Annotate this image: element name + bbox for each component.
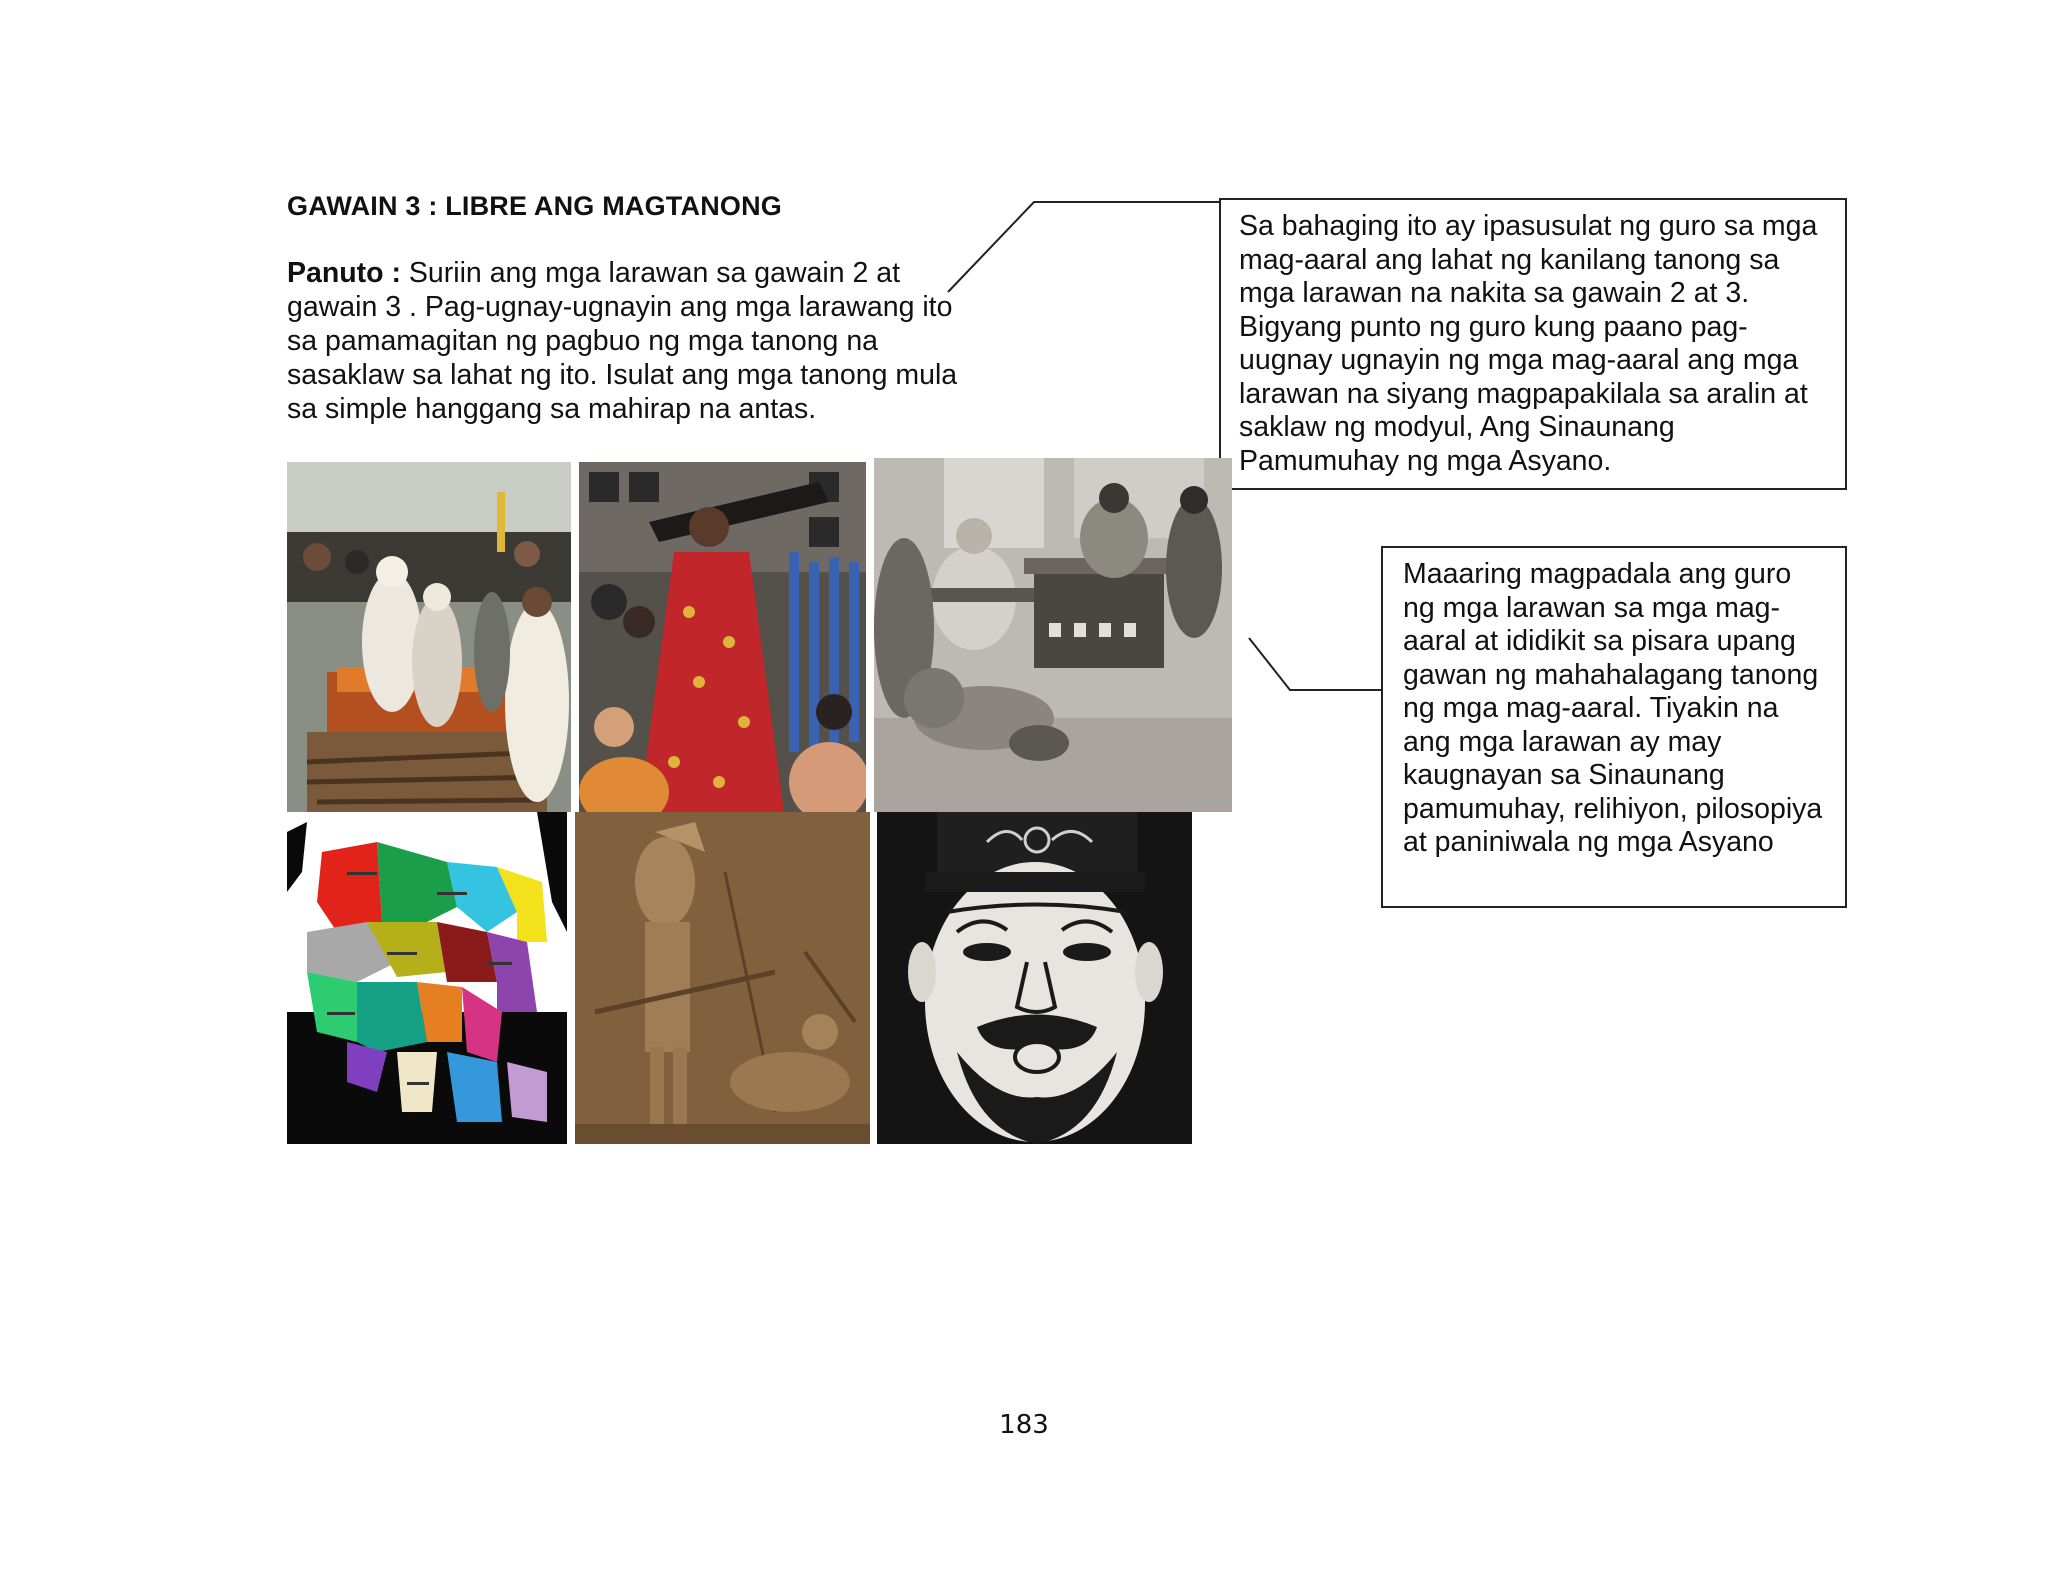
instruction-label: Panuto : (287, 257, 401, 289)
teacher-note-box-secondary (1381, 546, 1847, 908)
kowtow-court-photo (874, 458, 1232, 812)
teacher-note-text-secondary: Maaaring magpadala ang guro ng mga larawan sa mga mag-aaral at ididikit sa pisara upang gawan ng mahahalagang tanong ng mga mag-aaral. Tiyakin na ang mga larawan ay may kaugnayan sa Sinaunang pamumuhay, relihiyon, pilosopiya at paniniwala ng mga Asyano (1403, 558, 1823, 858)
religious-procession-photo (579, 462, 866, 812)
asia-historical-map (287, 812, 567, 1144)
ancient-relief-carving (575, 812, 870, 1144)
activity-title: GAWAIN 3 : LIBRE ANG MAGTANONG (287, 191, 782, 221)
instruction-text: Suriin ang mga larawan sa gawain 2 at gawain 3 . Pag-ugnay-ugnayin ang mga larawang ito sa pamamagitan ng pagbuo ng mga tanong na sasaklaw sa lahat ng ito. Isulat ang mga tanong mula sa simple hanggang sa mahirap na antas. (287, 257, 958, 425)
chinese-philosopher-portrait (877, 812, 1192, 1144)
page-number: 183 (999, 1410, 1049, 1440)
teacher-note-text: Sa bahaging ito ay ipasusulat ng guro sa mga mag-aaral ang lahat ng kanilang tanong sa mga larawan na nakita sa gawain 2 at 3. Bigyang punto ng guro kung paano pag-uugnay ugnayin ng mga mag-aaral ang mga larawan na siyang magpapakilala sa aralin at saklaw ng modyul, Ang Sinaunang Pamumuhay ng mga Asyano. (1239, 210, 1818, 477)
funeral-pyre-photo (287, 462, 571, 812)
instructions (287, 256, 967, 426)
teacher-note-box (1219, 198, 1847, 490)
